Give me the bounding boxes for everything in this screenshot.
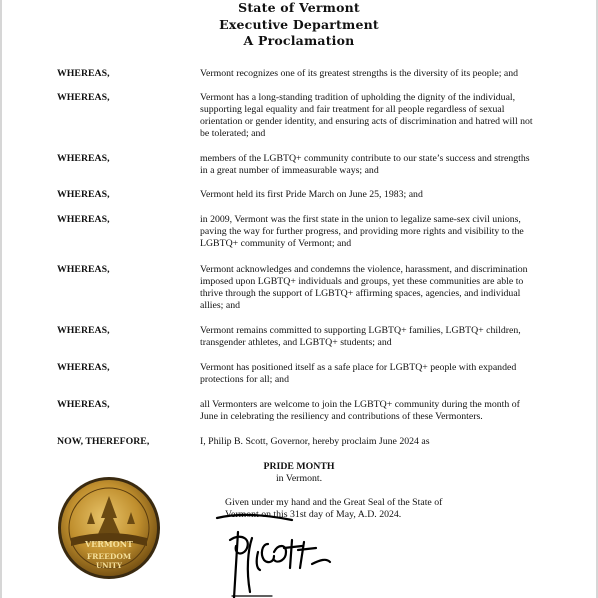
clause-label: NOW, THEREFORE, [57,436,150,447]
clause-text-line: members of the LGBTQ+ community contribute to our state’s success and strengths [200,153,530,164]
clause-text-line: Vermont held its first Pride March on June 25, 1983; and [200,189,423,200]
seal-text-freedom: FREEDOM [86,552,132,561]
clause-text-line: thrive through the support of LGBTQ+ affirming spaces, agencies, and individual [200,288,521,300]
seal-text-vermont: VERMONT [84,539,134,549]
clause-text [200,264,560,312]
clause-text [200,68,560,80]
header-proclamation: A Proclamation [243,33,355,48]
clause-text-line: transgender athletes, and LGBTQ+ students; and [200,337,392,349]
clause-text-line: I, Philip B. Scott, Governor, hereby proclaim June 2024 as [200,436,430,447]
clause-label: WHEREAS, [57,214,110,225]
clause-text-line: all Vermonters are welcome to join the LGBTQ+ community during the month of [200,399,520,410]
clause-text [200,153,560,177]
governor-signature [212,510,352,598]
clause-text-line: in a great number of immeasurable ways; and [200,165,379,177]
clause-text-line: Vermont has positioned itself as a safe place for LGBTQ+ people with expanded [200,362,517,373]
clause-text-line: orientation or gender identity, and ensuring acts of discrimination and hatred will not [200,116,533,128]
clause-text-line: LGBTQ+ community of Vermont; and [200,238,352,250]
proclaim-place: in Vermont. [275,473,323,484]
clause-text-line: allies; and [200,300,240,312]
clause-text-line: in 2009, Vermont was the first state in the union to legalize same-sex civil unions, [200,214,521,225]
clause-label: WHEREAS, [57,362,110,373]
clause-text-line: be tolerated; and [200,128,266,140]
given-line-1: Given under my hand and the Great Seal of the State of [225,497,443,508]
clause-text-line: paving the way for further progress, and providing more rights and visibility to the [200,226,524,238]
great-seal-of-vermont [57,476,161,580]
clause-text-line: June in celebrating the resiliency and contributions of these Vermonters. [200,411,483,423]
page-border-left [0,0,2,598]
proclamation-header [0,0,598,50]
clause-text-line: Vermont has a long-standing tradition of upholding the dignity of the individual, [200,92,516,103]
clause-text-line: Vermont remains committed to supporting LGBTQ+ families, LGBTQ+ children, [200,325,521,336]
clause-label: WHEREAS, [57,153,110,164]
clause-text [200,189,560,201]
clause-text [200,436,560,448]
clause-label: WHEREAS, [57,325,110,336]
clause-label: WHEREAS, [57,189,110,200]
clause-label: WHEREAS, [57,68,110,79]
given-line-2: Vermont on this 31st day of May, A.D. 2024. [225,509,402,520]
clause-label: WHEREAS, [57,264,110,275]
header-department: Executive Department [219,16,379,32]
clause-label: WHEREAS, [57,399,110,410]
clause-text-line: supporting legal equality and fair treatment for all people regardless of sexual [200,104,505,116]
clause-text [200,92,560,140]
clause-text [200,214,560,250]
clause-text-line: Vermont recognizes one of its greatest strengths is the diversity of its people; and [200,68,519,79]
seal-text-unity: UNITY [96,561,122,570]
proclaim-title: PRIDE MONTH [263,461,335,472]
clause-text-line: Vermont acknowledges and condemns the violence, harassment, and discrimination [200,264,528,275]
clause-text-line: imposed upon LGBTQ+ individuals and groups, yet these communities are able to [200,276,524,288]
clause-text [200,362,560,386]
clause-text-line: protections for all; and [200,374,289,386]
header-state: State of Vermont [238,0,360,15]
clause-label: WHEREAS, [57,92,110,103]
clause-text [200,399,560,423]
clause-text [200,325,560,349]
